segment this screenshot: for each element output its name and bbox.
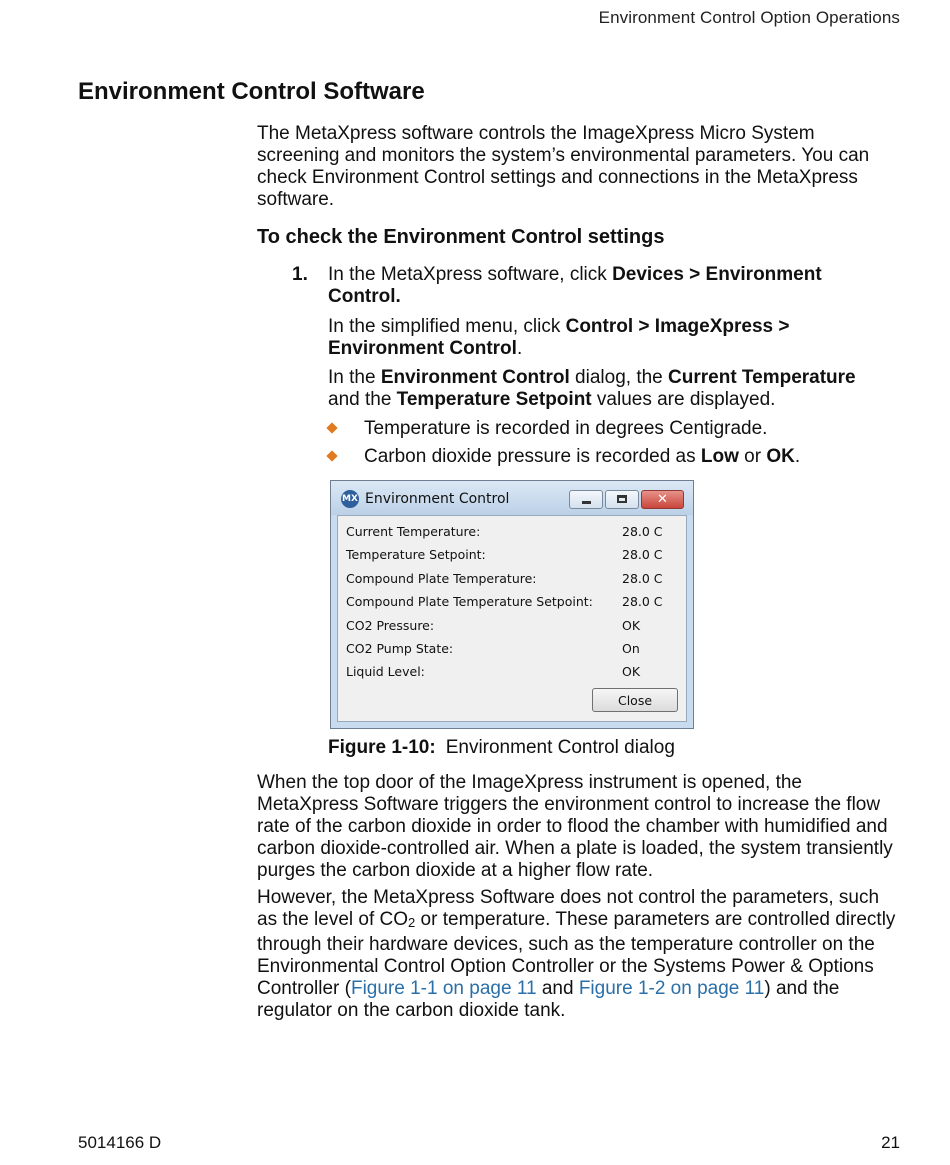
step-1-text: In the MetaXpress software, click — [328, 264, 613, 285]
close-icon: ✕ — [657, 492, 668, 507]
app-icon: MX — [341, 490, 359, 508]
temperature-setpoint-term: Temperature Setpoint — [396, 389, 592, 410]
bullet-text — [364, 446, 800, 468]
ok-term: OK — [766, 446, 795, 467]
bullet-text-part: or — [738, 446, 767, 467]
dialog-note-text: and the — [328, 389, 397, 410]
readout-value: OK — [622, 664, 641, 679]
readout-value: 28.0 C — [622, 524, 663, 539]
dialog-title: Environment Control — [365, 491, 510, 507]
step-1-simplified-menu — [328, 316, 888, 360]
readout-label: Liquid Level: — [346, 664, 425, 679]
step-1-instruction — [328, 264, 888, 308]
environment-control-dialog — [330, 480, 694, 729]
readout-row — [346, 641, 678, 661]
readout-value: 28.0 C — [622, 547, 663, 562]
running-header: Environment Control Option Operations — [598, 8, 900, 27]
readout-label: CO2 Pump State: — [346, 641, 454, 656]
step-1-menu-path: Devices > Environment Control. — [328, 264, 822, 307]
diamond-bullet-icon — [326, 422, 337, 433]
bullet-text-part: . — [794, 446, 801, 467]
step-number: 1. — [292, 264, 308, 285]
dialog-note-text: dialog, the — [569, 367, 669, 388]
dialog-body — [337, 515, 687, 722]
readout-row — [346, 524, 678, 544]
readout-value: OK — [622, 618, 641, 633]
readout-row — [346, 547, 678, 567]
maximize-button[interactable] — [605, 490, 639, 509]
diamond-bullet-icon — [326, 450, 337, 461]
bullet-text: Temperature is recorded in degrees Centigrade. — [364, 418, 768, 439]
figure-number: Figure 1-10: — [328, 737, 436, 758]
figure-1-1-link[interactable]: Figure 1-1 on page 11 — [350, 978, 537, 999]
paragraph-text: ) and the regulator on the carbon dioxide tank. — [257, 978, 840, 1021]
door-open-paragraph: When the top door of the ImageXpress instrument is opened, the MetaXpress Software triggers the environment control to increase the flow rate of the carbon dioxide in order to flood the chamber with humidified and carbon dioxide-controlled air. When a plate is loaded, the system transiently purges the carbon dioxide at a higher flow rate. — [257, 772, 893, 881]
readout-label: Current Temperature: — [346, 524, 481, 539]
close-window-button[interactable] — [641, 490, 684, 509]
intro-paragraph: The MetaXpress software controls the ImageXpress Micro System screening and monitors the system’s environmental parameters. You can check Environment Control settings and connections in the MetaXpress software. — [257, 123, 870, 210]
dialog-note-text: In the — [328, 367, 381, 388]
paragraph-text: and — [536, 978, 579, 999]
current-temperature-term: Current Temperature — [668, 367, 856, 388]
readout-row — [346, 594, 678, 614]
readout-label: CO2 Pressure: — [346, 618, 435, 633]
simplified-menu-path: Control > ImageXpress > Environment Control — [328, 316, 790, 359]
page-number: 21 — [881, 1133, 900, 1152]
bullet-text-part: Carbon dioxide pressure is recorded as — [364, 446, 701, 467]
document-id: 5014166 D — [78, 1133, 162, 1152]
close-button[interactable]: Close — [592, 688, 678, 712]
readout-row — [346, 571, 678, 591]
readout-label: Compound Plate Temperature Setpoint: — [346, 594, 593, 609]
readout-value: 28.0 C — [622, 594, 663, 609]
dialog-note-text: values are displayed. — [591, 389, 776, 410]
procedure-title: To check the Environment Control settings — [257, 226, 665, 248]
figure-caption-text: Environment Control dialog — [445, 737, 675, 758]
minimize-button[interactable] — [569, 490, 603, 509]
readout-value: On — [622, 641, 640, 656]
simplified-menu-period: . — [516, 338, 523, 359]
paragraph-text: or temperature. These parameters are controlled directly through their hardware devices, such as the temperature controller on the Environmental Control Option Controller or the Systems Power & Options Controller ( — [257, 909, 896, 999]
hardware-control-paragraph — [257, 887, 899, 1022]
co2-subscript: 2 — [408, 915, 416, 930]
paragraph-text: However, the MetaXpress Software does not control the parameters, such as the level of CO — [257, 887, 880, 930]
figure-caption — [328, 737, 675, 759]
readout-row — [346, 618, 678, 638]
readout-row — [346, 664, 678, 684]
dialog-titlebar[interactable] — [331, 481, 693, 515]
simplified-menu-text: In the simplified menu, click — [328, 316, 566, 337]
low-term: Low — [700, 446, 739, 467]
readout-value: 28.0 C — [622, 571, 663, 586]
figure-1-2-link[interactable]: Figure 1-2 on page 11 — [578, 978, 765, 999]
readout-label: Temperature Setpoint: — [346, 547, 486, 562]
section-title: Environment Control Software — [78, 78, 425, 105]
readout-label: Compound Plate Temperature: — [346, 571, 537, 586]
step-1-dialog-note — [328, 367, 888, 411]
dialog-name: Environment Control — [380, 367, 570, 388]
